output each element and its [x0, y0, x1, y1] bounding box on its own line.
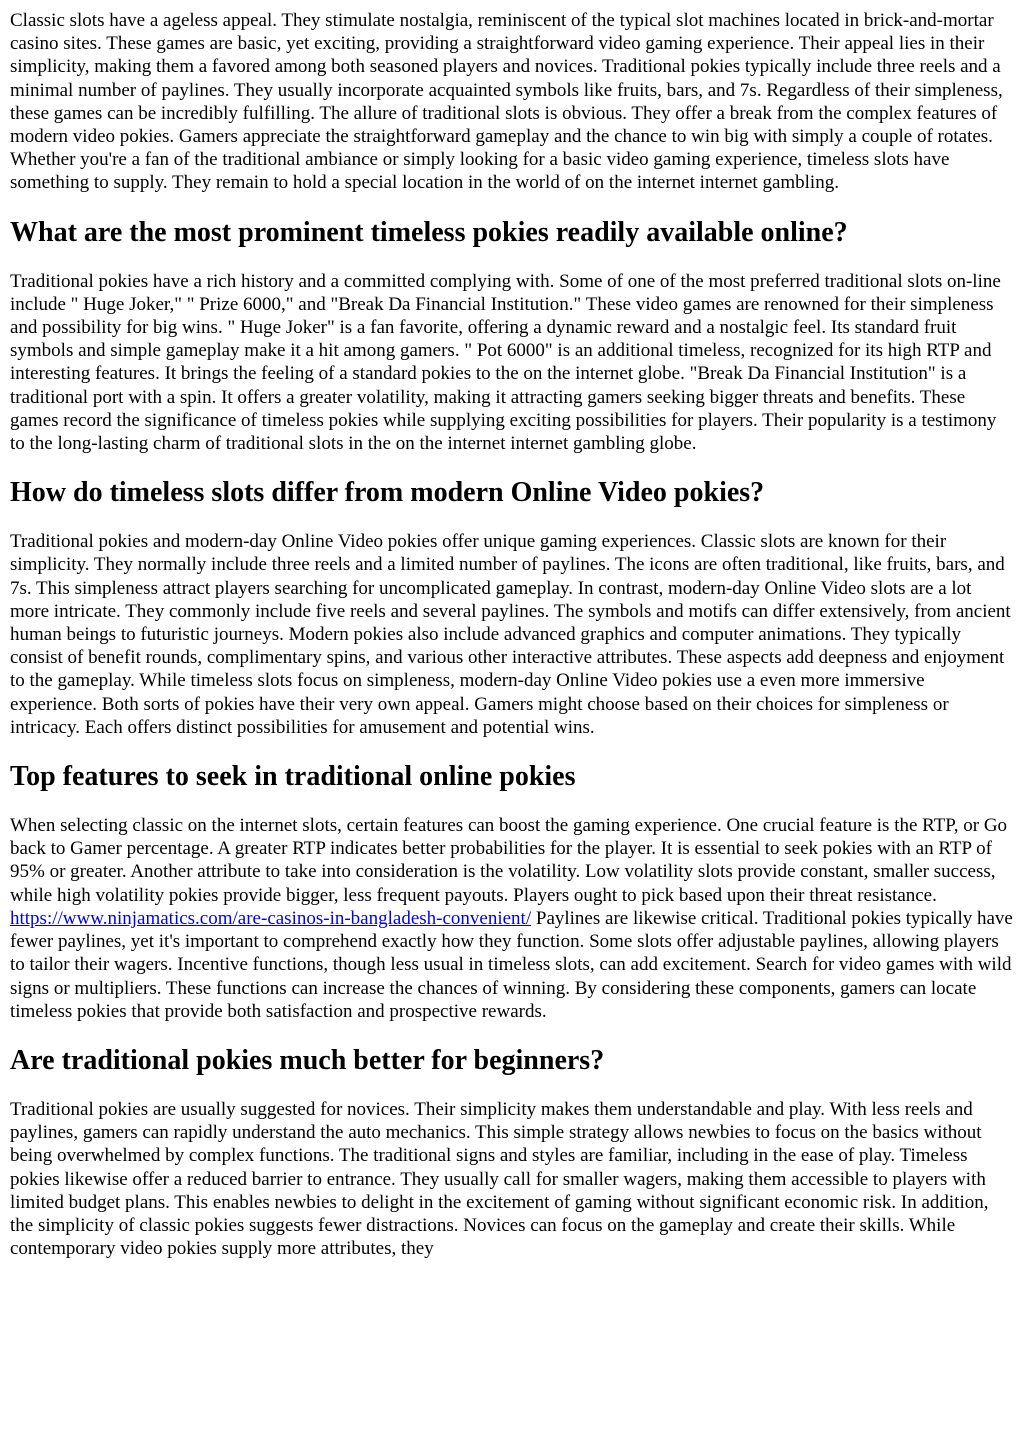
- paragraph-text-after-link: Paylines are likewise critical. Traditional pokies typically have fewer paylines, yet it's important to comprehend exactly how they function. Some slots offer adjustable paylines, allowing players to tailor their wagers. Incentive functions, though less usual in timeless slots, can add excitement. Search for video games with wild signs or multipliers. These functions can increase the chances of winning. By considering these components, gamers can locate timeless pokies that provide both satisfaction and prospective rewards.: [10, 907, 1013, 1022]
- article-link[interactable]: https://www.ninjamatics.com/are-casinos-in-bangladesh-convenient/: [10, 907, 532, 929]
- article: [0, 9, 1024, 1260]
- section-paragraph-popular-pokies: Traditional pokies have a rich history and a committed complying with. Some of one of the most preferred traditional slots on-line include " Huge Joker," " Prize 6000," and "Break Da Financial Institution." These video games are renowned for their simpleness and possibility for big wins. " Huge Joker" is a fan favorite, offering a dynamic reward and a nostalgic feel. Its standard fruit symbols and simple gameplay make it a hit among gamers. " Pot 6000" is an additional timeless, recognized for its high RTP and interesting features. It brings the feeling of a standard pokies to the on the internet globe. "Break Da Financial Institution" is a traditional port with a spin. It offers a greater volatility, making it attracting gamers seeking bigger threats and benefits. These games record the significance of timeless pokies while supplying exciting possibilities for players. Their popularity is a testimony to the long-lasting charm of traditional slots in the on the internet internet gambling globe.: [10, 270, 1001, 455]
- section-heading-top-features: Top features to seek in traditional online pokies: [10, 761, 576, 793]
- section-paragraph-beginners: Traditional pokies are usually suggested for novices. Their simplicity makes them understandable and play. With less reels and paylines, gamers can rapidly understand the auto mechanics. This simple strategy allows newbies to focus on the basics without being overwhelmed by complex functions. The traditional signs and styles are familiar, including in the ease of play. Timeless pokies likewise offer a reduced barrier to entrance. They usually call for smaller wagers, making them accessible to players with limited budget plans. This enables newbies to delight in the excitement of gaming without significant economic risk. In addition, the simplicity of classic pokies suggests fewer distractions. Novices can focus on the gameplay and create their skills. While contemporary video pokies supply more attributes, they: [10, 1098, 989, 1260]
- section-heading-popular-pokies: What are the most prominent timeless pokies readily available online?: [10, 216, 848, 248]
- section-paragraph-slots-vs-video-pokies: Traditional pokies and modern-day Online Video pokies offer unique gaming experiences. Classic slots are known for their simplicity. They normally include three reels and a limited number of paylines. The icons are often traditional, like fruits, bars, and 7s. This simpleness attract players searching for uncomplicated gameplay. In contrast, modern-day Online Video slots are a lot more intricate. They commonly include five reels and several paylines. The symbols and motifs can differ extensively, from ancient human beings to futuristic journeys. Modern pokies also include advanced graphics and computer animations. They typically consist of benefit rounds, complimentary spins, and various other interactive attributes. These aspects add deepness and enjoyment to the gameplay. While timeless slots focus on simpleness, modern-day Online Video pokies use a even more immersive experience. Both sorts of pokies have their very own appeal. Gamers might choose based on their choices for simpleness or intricacy. Each offers distinct possibilities for amusement and potential wins.: [10, 531, 1011, 738]
- section-heading-slots-vs-video-pokies: How do timeless slots differ from modern Online Video pokies?: [10, 477, 765, 509]
- section-heading-beginners: Are traditional pokies much better for beginners?: [10, 1044, 605, 1076]
- intro-paragraph: Classic slots have a ageless appeal. They stimulate nostalgia, reminiscent of the typical slot machines located in brick-and-mortar casino sites. These games are basic, yet exciting, providing a straightforward video gaming experience. Their appeal lies in their simplicity, making them a favored among both seasoned players and novices. Traditional pokies typically include three reels and a minimal number of paylines. They usually incorporate acquainted symbols like fruits, bars, and 7s. Regardless of their simpleness, these games can be incredibly fulfilling. The allure of traditional slots is obvious. They offer a break from the complex features of modern video pokies. Gamers appreciate the straightforward gameplay and the chance to win big with simply a couple of rotates. Whether you're a fan of the traditional ambiance or simply looking for a basic video gaming experience, timeless slots have something to supply. They remain to hold a special location in the world of on the internet internet gambling.: [10, 10, 1003, 194]
- section-paragraph-top-features: [10, 814, 1014, 1023]
- paragraph-text-before-link: When selecting classic on the internet slots, certain features can boost the gaming experience. One crucial feature is the RTP, or Go back to Gamer percentage. A greater RTP indicates better probabilities for the player. It is essential to seek pokies with an RTP of 95% or greater. Another attribute to take into consideration is the volatility. Low volatility slots provide constant, smaller success, while high volatility pokies provide bigger, less frequent payouts. Players ought to pick based upon their threat resistance.: [10, 815, 1008, 906]
